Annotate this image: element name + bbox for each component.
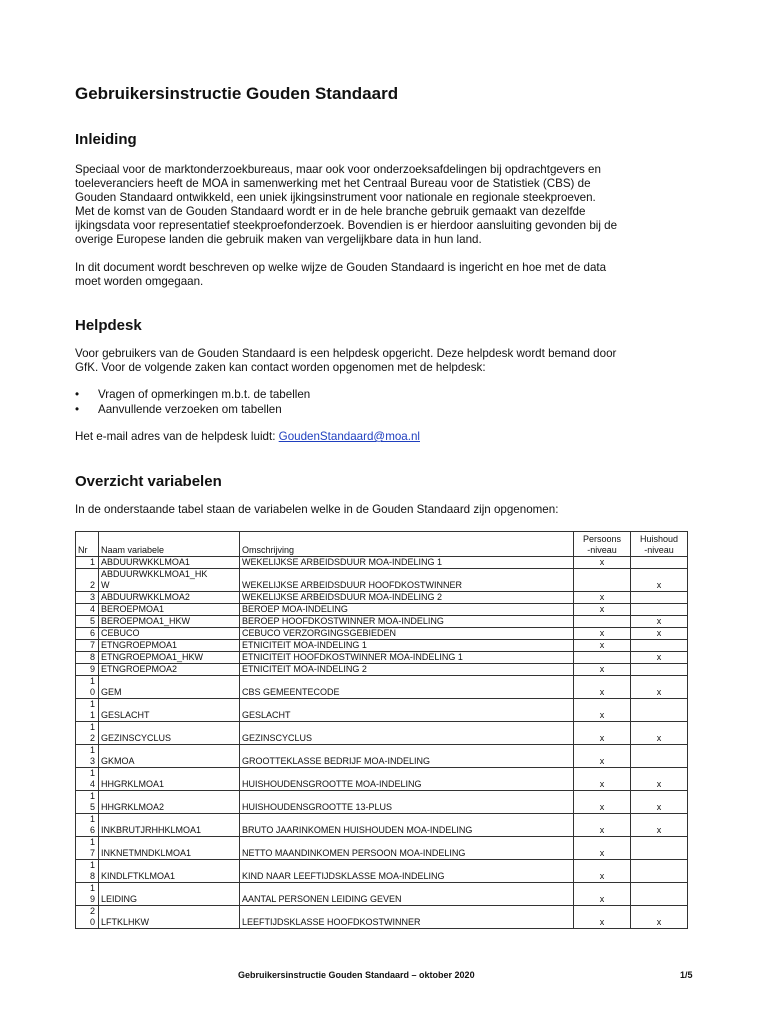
cell-nr xyxy=(76,791,99,814)
cell-naam xyxy=(99,860,240,883)
nr-text: 1 5 xyxy=(89,791,95,812)
cell-persoons: x xyxy=(574,664,631,676)
cell-persoons: x xyxy=(574,722,631,745)
inleiding-paragraph-1 xyxy=(75,163,695,247)
cell-huishoud xyxy=(631,592,688,604)
cell-persoons: x xyxy=(574,883,631,906)
cell-naam xyxy=(99,557,240,569)
cell-omschrijving: NETTO MAANDINKOMEN PERSOON MOA-INDELING xyxy=(240,837,574,860)
table-row xyxy=(76,616,688,628)
table-row xyxy=(76,569,688,592)
cell-huishoud xyxy=(631,699,688,722)
cell-nr xyxy=(76,745,99,768)
cell-huishoud: x xyxy=(631,791,688,814)
cell-omschrijving: ETNICITEIT HOOFDKOSTWINNER MOA-INDELING 1 xyxy=(240,652,574,664)
cell-persoons: x xyxy=(574,860,631,883)
cell-omschrijving: AANTAL PERSONEN LEIDING GEVEN xyxy=(240,883,574,906)
footer-text: Gebruikersinstructie Gouden Standaard – oktober 2020 xyxy=(238,970,475,980)
cell-naam xyxy=(99,699,240,722)
cell-huishoud: x xyxy=(631,768,688,791)
cell-persoons: x xyxy=(574,814,631,837)
cell-huishoud: x xyxy=(631,722,688,745)
cell-omschrijving: BEROEP MOA-INDELING xyxy=(240,604,574,616)
cell-naam xyxy=(99,652,240,664)
naam-line: GEM xyxy=(101,687,122,697)
header-line: -niveau xyxy=(644,545,674,555)
cell-persoons: x xyxy=(574,628,631,640)
cell-huishoud xyxy=(631,883,688,906)
naam-line: ABDUURWKKLMOA1_HK xyxy=(101,569,208,579)
cell-persoons: x xyxy=(574,676,631,699)
naam-line: ABDUURWKKLMOA1 xyxy=(101,557,190,567)
text-line: Voor gebruikers van de Gouden Standaard is een helpdesk opgericht. Deze helpdesk wordt bemand door xyxy=(75,347,617,360)
cell-naam xyxy=(99,745,240,768)
list-item: • Aanvullende verzoeken om tabellen xyxy=(75,403,310,418)
cell-nr: 3 xyxy=(76,592,99,604)
table-body xyxy=(76,557,688,929)
cell-huishoud xyxy=(631,557,688,569)
table-row xyxy=(76,745,688,768)
col-header-naam: Naam variabele xyxy=(99,532,240,557)
cell-naam xyxy=(99,814,240,837)
variables-table xyxy=(75,531,688,929)
table-row xyxy=(76,652,688,664)
cell-nr xyxy=(76,837,99,860)
cell-persoons: x xyxy=(574,791,631,814)
page-number: 1/5 xyxy=(680,970,693,980)
cell-nr: 7 xyxy=(76,640,99,652)
cell-omschrijving: CBS GEMEENTECODE xyxy=(240,676,574,699)
email-link[interactable]: GoudenStandaard@moa.nl xyxy=(278,430,420,443)
helpdesk-paragraph xyxy=(75,347,695,375)
nr-text: 1 0 xyxy=(89,676,95,697)
cell-persoons: x xyxy=(574,604,631,616)
nr-text: 1 2 xyxy=(89,722,95,743)
text-line: overige Europese landen die gebruik maken van vergelijkbare data in hun land. xyxy=(75,233,482,246)
text-line: toeleveranciers heeft de MOA in samenwerking met het Centraal Bureau voor de Statistiek (CBS) de xyxy=(75,177,591,190)
col-header-omschrijving: Omschrijving xyxy=(240,532,574,557)
nr-text: 1 4 xyxy=(89,768,95,789)
table-row xyxy=(76,883,688,906)
cell-huishoud: x xyxy=(631,616,688,628)
cell-nr xyxy=(76,883,99,906)
naam-line: BEROEPMOA1_HKW xyxy=(101,616,191,626)
document-title: Gebruikersinstructie Gouden Standaard xyxy=(75,84,399,103)
cell-omschrijving: HUISHOUDENSGROOTTE MOA-INDELING xyxy=(240,768,574,791)
table-row xyxy=(76,640,688,652)
cell-naam xyxy=(99,883,240,906)
table-row xyxy=(76,699,688,722)
cell-omschrijving: GESLACHT xyxy=(240,699,574,722)
naam-line: CEBUCO xyxy=(101,628,140,638)
inleiding-paragraph-2 xyxy=(75,261,695,289)
cell-omschrijving: KIND NAAR LEEFTIJDSKLASSE MOA-INDELING xyxy=(240,860,574,883)
helpdesk-bullet-list xyxy=(75,388,310,417)
naam-line: ETNGROEPMOA2 xyxy=(101,664,178,674)
text-line: In dit document wordt beschreven op welke wijze de Gouden Standaard is ingericht en hoe met de data xyxy=(75,261,607,274)
nr-text: 1 8 xyxy=(89,860,95,881)
cell-huishoud xyxy=(631,860,688,883)
cell-nr xyxy=(76,768,99,791)
cell-huishoud: x xyxy=(631,569,688,592)
nr-text: 1 9 xyxy=(89,883,95,904)
header-line: Persoons xyxy=(582,534,622,544)
naam-line: ETNGROEPMOA1 xyxy=(101,640,178,650)
cell-persoons: x xyxy=(574,745,631,768)
table-row xyxy=(76,906,688,929)
naam-line: LFTKLHKW xyxy=(101,917,150,927)
heading-helpdesk: Helpdesk xyxy=(75,317,142,334)
text-line: Speciaal voor de marktonderzoekbureaus, maar ook voor onderzoeksafdelingen bij opdrachtgevers en xyxy=(75,163,601,176)
table-row xyxy=(76,628,688,640)
naam-line: LEIDING xyxy=(101,894,138,904)
naam-line: ABDUURWKKLMOA2 xyxy=(101,592,190,602)
nr-text: 2 0 xyxy=(89,906,95,927)
cell-naam xyxy=(99,604,240,616)
cell-huishoud: x xyxy=(631,906,688,929)
cell-omschrijving: GROOTTEKLASSE BEDRIJF MOA-INDELING xyxy=(240,745,574,768)
cell-naam xyxy=(99,837,240,860)
table-row xyxy=(76,791,688,814)
table-row xyxy=(76,814,688,837)
col-header-nr: Nr xyxy=(76,532,99,557)
cell-persoons xyxy=(574,616,631,628)
col-header-persoons xyxy=(574,532,631,557)
cell-huishoud: x xyxy=(631,652,688,664)
naam-line: INKBRUTJRHHKLMOA1 xyxy=(101,825,202,835)
text-line: Met de komst van de Gouden Standaard wordt er in de hele branche gebruik gemaakt van dezelfde xyxy=(75,205,586,218)
cell-huishoud xyxy=(631,664,688,676)
naam-line: W xyxy=(101,580,110,590)
heading-inleiding: Inleiding xyxy=(75,131,137,148)
cell-naam xyxy=(99,906,240,929)
naam-line: KINDLFTKLMOA1 xyxy=(101,871,176,881)
table-header-row xyxy=(76,532,688,557)
cell-huishoud xyxy=(631,604,688,616)
cell-nr: 8 xyxy=(76,652,99,664)
cell-huishoud: x xyxy=(631,676,688,699)
cell-persoons: x xyxy=(574,768,631,791)
cell-persoons xyxy=(574,569,631,592)
nr-text: 1 1 xyxy=(89,699,95,720)
cell-omschrijving: GEZINSCYCLUS xyxy=(240,722,574,745)
cell-nr xyxy=(76,699,99,722)
email-label: Het e-mail adres van de helpdesk luidt: xyxy=(75,430,276,443)
cell-nr xyxy=(76,676,99,699)
naam-line: GESLACHT xyxy=(101,710,150,720)
naam-line: INKNETMNDKLMOA1 xyxy=(101,848,192,858)
cell-nr xyxy=(76,722,99,745)
cell-persoons: x xyxy=(574,592,631,604)
cell-persoons xyxy=(574,652,631,664)
helpdesk-email-line xyxy=(75,430,420,443)
cell-nr: 4 xyxy=(76,604,99,616)
cell-persoons: x xyxy=(574,837,631,860)
overzicht-intro xyxy=(75,503,695,517)
cell-naam xyxy=(99,768,240,791)
cell-nr: 6 xyxy=(76,628,99,640)
cell-omschrijving: BEROEP HOOFDKOSTWINNER MOA-INDELING xyxy=(240,616,574,628)
naam-line: GKMOA xyxy=(101,756,135,766)
cell-omschrijving: ETNICITEIT MOA-INDELING 2 xyxy=(240,664,574,676)
table-row xyxy=(76,557,688,569)
cell-naam xyxy=(99,791,240,814)
cell-omschrijving: ETNICITEIT MOA-INDELING 1 xyxy=(240,640,574,652)
list-item: • Vragen of opmerkingen m.b.t. de tabellen xyxy=(75,388,310,403)
naam-line: GEZINSCYCLUS xyxy=(101,733,172,743)
cell-persoons: x xyxy=(574,906,631,929)
cell-omschrijving: WEKELIJKSE ARBEIDSDUUR MOA-INDELING 2 xyxy=(240,592,574,604)
text-line: Gouden Standaard ontwikkeld, een uniek ijkingsinstrument voor nationale en regionale steekproeven. xyxy=(75,191,596,204)
naam-line: ETNGROEPMOA1_HKW xyxy=(101,652,204,662)
cell-nr xyxy=(76,906,99,929)
cell-huishoud: x xyxy=(631,628,688,640)
naam-line: HHGRKLMOA2 xyxy=(101,802,165,812)
text-line: In de onderstaande tabel staan de variabelen welke in de Gouden Standaard zijn opgenomen: xyxy=(75,503,559,516)
cell-omschrijving: WEKELIJKSE ARBEIDSDUUR HOOFDKOSTWINNER xyxy=(240,569,574,592)
cell-omschrijving: LEEFTIJDSKLASSE HOOFDKOSTWINNER xyxy=(240,906,574,929)
cell-persoons: x xyxy=(574,640,631,652)
text-line: GfK. Voor de volgende zaken kan contact worden opgenomen met de helpdesk: xyxy=(75,361,486,374)
cell-naam xyxy=(99,640,240,652)
cell-nr: 2 xyxy=(76,569,99,592)
table-row xyxy=(76,860,688,883)
cell-naam xyxy=(99,628,240,640)
naam-line: BEROEPMOA1 xyxy=(101,604,165,614)
header-line: -niveau xyxy=(587,545,617,555)
cell-naam xyxy=(99,569,240,592)
text-line: ijkingsdata voor representatief steekproefonderzoek. Bovendien is er hierdoor aansluiting gevonden bij de xyxy=(75,219,618,232)
table-row xyxy=(76,837,688,860)
cell-nr: 5 xyxy=(76,616,99,628)
cell-huishoud: x xyxy=(631,814,688,837)
cell-huishoud xyxy=(631,837,688,860)
cell-persoons: x xyxy=(574,699,631,722)
cell-huishoud xyxy=(631,745,688,768)
table-row xyxy=(76,676,688,699)
nr-text: 1 7 xyxy=(89,837,95,858)
cell-omschrijving: HUISHOUDENSGROOTTE 13-PLUS xyxy=(240,791,574,814)
heading-overzicht-variabelen: Overzicht variabelen xyxy=(75,473,222,490)
col-header-huishoud xyxy=(631,532,688,557)
naam-line: HHGRKLMOA1 xyxy=(101,779,165,789)
cell-nr xyxy=(76,860,99,883)
nr-text: 1 6 xyxy=(89,814,95,835)
cell-nr: 1 xyxy=(76,557,99,569)
cell-naam xyxy=(99,592,240,604)
nr-text: 1 3 xyxy=(89,745,95,766)
cell-nr: 9 xyxy=(76,664,99,676)
cell-omschrijving: BRUTO JAARINKOMEN HUISHOUDEN MOA-INDELING xyxy=(240,814,574,837)
cell-nr xyxy=(76,814,99,837)
table-row xyxy=(76,592,688,604)
cell-naam xyxy=(99,722,240,745)
cell-omschrijving: WEKELIJKSE ARBEIDSDUUR MOA-INDELING 1 xyxy=(240,557,574,569)
table-row xyxy=(76,722,688,745)
cell-persoons: x xyxy=(574,557,631,569)
cell-huishoud xyxy=(631,640,688,652)
cell-omschrijving: CEBUCO VERZORGINGSGEBIEDEN xyxy=(240,628,574,640)
cell-naam xyxy=(99,664,240,676)
header-line: Huishoud xyxy=(639,534,679,544)
cell-naam xyxy=(99,616,240,628)
table-row xyxy=(76,664,688,676)
table-row xyxy=(76,768,688,791)
text-line: moet worden omgegaan. xyxy=(75,275,204,288)
cell-naam xyxy=(99,676,240,699)
table-row xyxy=(76,604,688,616)
